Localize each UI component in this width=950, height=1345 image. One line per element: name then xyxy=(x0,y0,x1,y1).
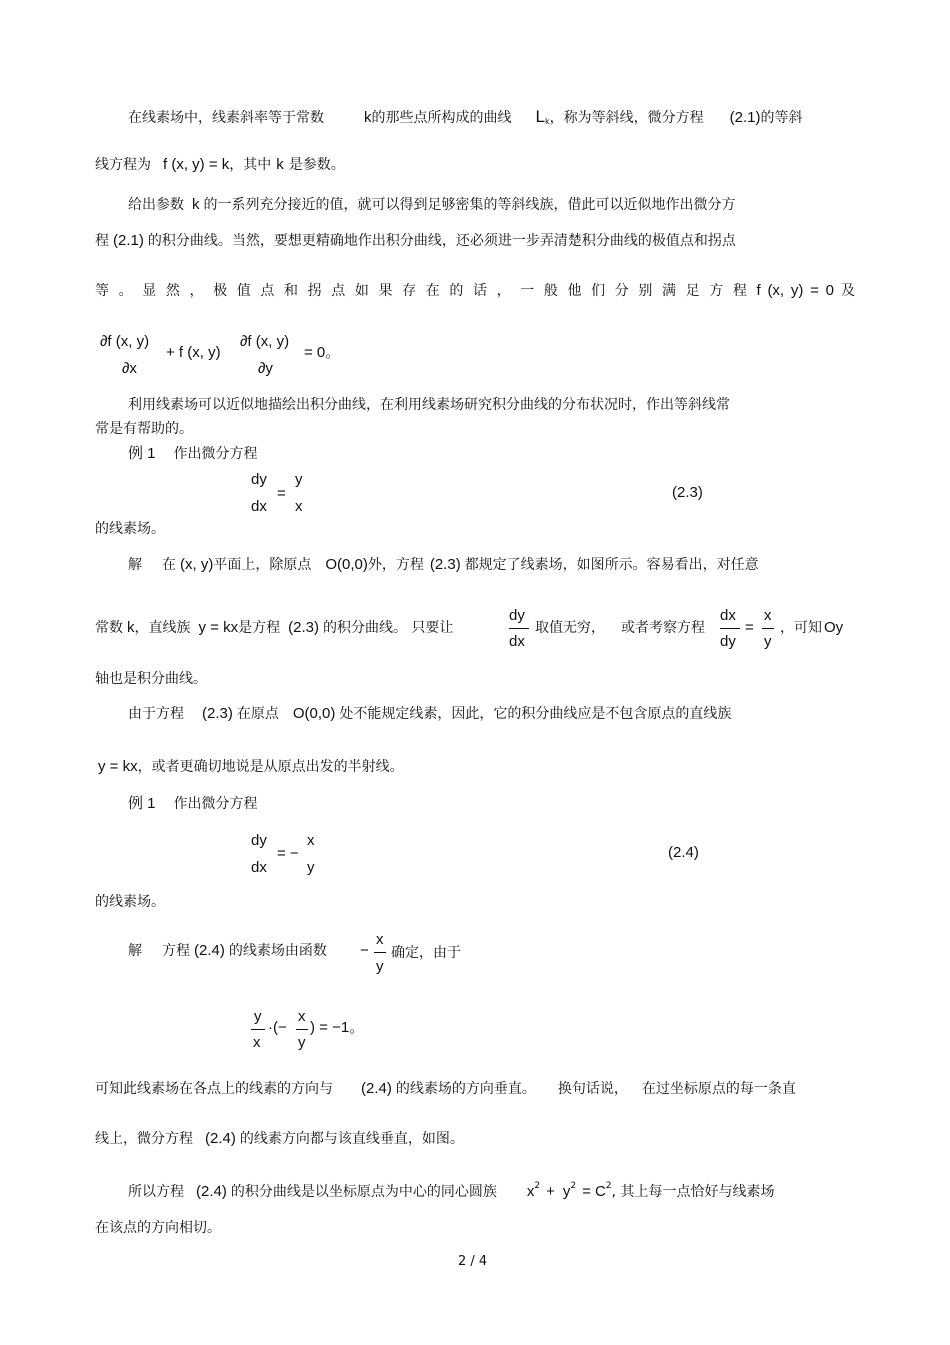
eq-partial-rhs: = 0。 xyxy=(304,344,341,361)
eq-partial-den2: ∂y xyxy=(258,360,273,377)
frac-eq: = xyxy=(745,619,754,636)
solution1-line3: 轴也是积分曲线。 xyxy=(95,671,207,687)
eq24-tag: (2.4) xyxy=(668,844,699,861)
eq-partial-plus: + f (x, y) xyxy=(166,344,221,361)
frac-dy-den: dx xyxy=(509,633,525,650)
para-perpendicular-line1: 可知此线素场在各点上的线素的方向与 (2.4) 的线素场的方向垂直。 换句话说， 在过坐标原点的每一条直 xyxy=(95,1080,796,1097)
sol2-num: x xyxy=(376,931,384,948)
eq24-rden: y xyxy=(307,859,315,876)
example1-heading: 例 1 作出微分方程 xyxy=(128,445,258,462)
eq24-rnum: x xyxy=(307,832,315,849)
frac-y-den: y xyxy=(764,633,772,650)
para-usage-line1: 利用线素场可以近似地描绘出积分曲线，在利用线素场研究积分曲线的分布状况时，作出等斜线常 xyxy=(128,397,730,413)
page-number: 2 / 4 xyxy=(458,1254,488,1269)
solution1-line5: y = kx，或者更确切地说是从原点出发的半射线。 xyxy=(98,758,404,775)
para-isocline-line1: 在线素场中，线素斜率等于常数 k的那些点所构成的曲线 $L_k$，称为等斜线，微分方程 (2.1)的等斜 xyxy=(128,107,803,126)
eqprod-num1: y xyxy=(254,1008,262,1025)
eq23-rnum: y xyxy=(295,471,303,488)
eq-partial-den1: ∂x xyxy=(122,360,137,377)
frac-dx-num: dx xyxy=(720,607,736,624)
sol2-minus: − xyxy=(360,942,369,959)
eq24-num: dy xyxy=(251,832,267,849)
para-usage-line2: 常是有帮助的。 xyxy=(95,421,193,437)
eq23-tag: (2.3) xyxy=(672,484,703,501)
para-isocline-line2: 线方程为 f (x, y) = k，其中 k 是参数。 xyxy=(95,156,345,173)
para-extrema-line: 等 。 显 然 ， 极 值 点 和 拐 点 如 果 存 在 的 话 ， 一 般 他 们 分 别 满 足 方 程 f (x, y) = 0 及 xyxy=(95,282,856,299)
frac-dx-den: dy xyxy=(720,633,736,650)
solution1-line2: 常数 k，直线族 y = kx是方程 (2.3) 的积分曲线。 只要让 xyxy=(95,619,454,636)
sol2-den: y xyxy=(376,958,384,975)
example2-heading: 例 1 作出微分方程 xyxy=(128,795,258,812)
eq24-den: dx xyxy=(251,859,267,876)
para-circles-line1: 所以方程 (2.4) 的积分曲线是以坐标原点为中心的同心圆族 $x^2 + y^2 = C^2$, 其上每一点恰好与线素场 xyxy=(128,1181,775,1200)
solution1-line4: 由于方程 (2.3) 在原点 O(0,0) 处不能规定线素，因此，它的积分曲线应是不包含原点的直线族 xyxy=(128,705,732,722)
example2-after: 的线素场。 xyxy=(95,894,165,910)
frac-dy-num: dy xyxy=(509,607,525,624)
solution1-line1: 解 在 (x, y)平面上，除原点 O(0,0)外，方程 (2.3) 都规定了线素场，如图所示。容易看出，对任意 xyxy=(128,556,759,573)
eqprod-rhs: ) = −1。 xyxy=(310,1019,365,1036)
eq23-den: dx xyxy=(251,498,267,515)
solution2-line1b: 确定，由于 xyxy=(391,945,461,961)
eq23-rden: x xyxy=(295,498,303,515)
para-parameter-line1: 给出参数 k 的一系列充分接近的值，就可以得到足够密集的等斜线族，借此可以近似地作出微分方 xyxy=(128,196,736,213)
eq23-equals: = xyxy=(277,485,286,502)
para-circles-line2: 在该点的方向相切。 xyxy=(95,1220,221,1236)
eqprod-num2: x xyxy=(298,1008,306,1025)
solution1-line2c: ，可知 Oy xyxy=(780,619,844,636)
eq-partial-num1: ∂f (x, y) xyxy=(100,333,150,350)
eq-partial-num2: ∂f (x, y) xyxy=(240,333,290,350)
example1-after: 的线素场。 xyxy=(95,521,165,537)
solution2-line1: 解 方程 (2.4) 的线素场由函数 xyxy=(128,942,327,959)
frac-x-num: x xyxy=(764,607,772,624)
eqprod-den2: y xyxy=(298,1034,306,1051)
solution1-line2b: 取值无穷， 或者考察方程 xyxy=(535,620,705,636)
eqprod-den1: x xyxy=(253,1034,261,1051)
eq23-num: dy xyxy=(251,471,267,488)
para-perpendicular-line2: 线上，微分方程 (2.4) 的线素方向都与该直线垂直，如图。 xyxy=(95,1130,464,1147)
eq24-equals: = − xyxy=(277,845,299,862)
eqprod-mid: ·(− xyxy=(268,1019,287,1036)
para-parameter-line2: 程 (2.1) 的积分曲线。当然，要想更精确地作出积分曲线，还必须进一步弄清楚积分曲线的极值点和拐点 xyxy=(95,232,736,249)
